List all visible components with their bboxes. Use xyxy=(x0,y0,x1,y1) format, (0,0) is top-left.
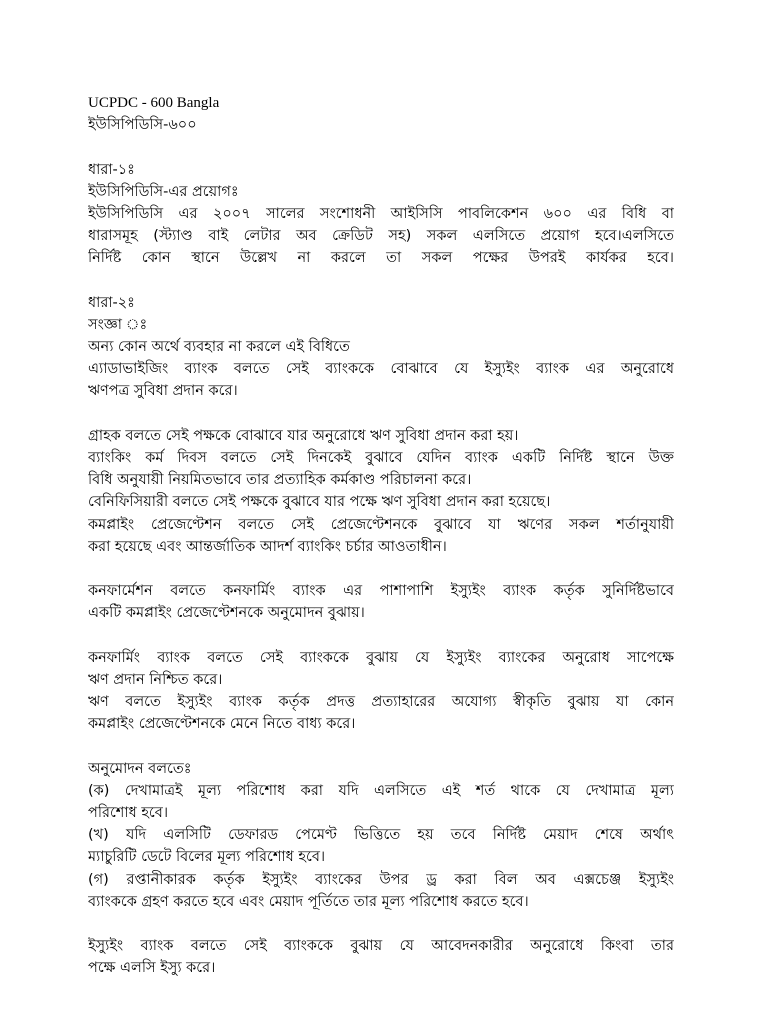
definition-block-1 xyxy=(88,425,674,558)
section-subheading: সংজ্ঞা ঃ xyxy=(88,316,148,333)
paragraph-line: ইউসিপিডিসি এর ২০০৭ সালের সংশোধনী আইসিসি পাবলিকেশন ৬০০ এর বিধি বা xyxy=(88,205,674,222)
definition-line: ঋণ বলতে ইস্যুইং ব্যাংক কর্তৃক প্রদত্ত প্রত্যাহারের অযোগ্য স্বীকৃতি বুঝায় যা কোন xyxy=(88,694,674,711)
definition-block-5 xyxy=(88,935,674,979)
spacer xyxy=(88,558,674,580)
section-heading: ধারা-২ঃ xyxy=(88,294,135,311)
definition-line: কনফার্মেশন বলতে কনফার্মিং ব্যাংক এর পাশাপাশি ইস্যুইং ব্যাংক কর্তৃক সুনির্দিষ্টভাবে xyxy=(88,583,674,600)
document-page xyxy=(88,92,674,980)
paragraph-line: নির্দিষ্ট কোন স্থানে উল্লেখ না করলে তা সকল পক্ষের উপরই কার্যকর হবে। xyxy=(88,250,674,267)
section-2 xyxy=(88,292,674,403)
spacer xyxy=(88,735,674,757)
spacer xyxy=(88,136,674,158)
definition-line: গ্রাহক বলতে সেই পক্ষকে বোঝাবে যার অনুরোধে ঋণ সুবিধা প্রদান করা হয়। xyxy=(88,427,519,444)
definition-line: (গ) রপ্তানীকারক কর্তৃক ইস্যুইং ব্যাংকের উপর ড্র করা বিল অব এক্সচেঞ্জ ইস্যুইং xyxy=(88,871,674,888)
section-1 xyxy=(88,159,674,270)
definition-line: ব্যাংককে গ্রহণ করতে হবে এবং মেয়াদ পূর্তিতে তার মূল্য পরিশোধ করতে হবে। xyxy=(88,893,529,910)
definition-block-3 xyxy=(88,647,674,736)
definition-line: একটি কমপ্লাইং প্রেজেণ্টেশনকে অনুমোদন বুঝায়। xyxy=(88,605,365,622)
definition-line: (ক) দেখামাত্রই মূল্য পরিশোধ করা যদি এলসিতে এই শর্ত থাকে যে দেখামাত্র মূল্য xyxy=(88,782,674,799)
definition-line: ম্যাচুরিটি ডেটে বিলের মূল্য পরিশোধ হবে। xyxy=(88,849,326,866)
definition-line: বিধি অনুযায়ী নিয়মিতভাবে তার প্রত্যাহিক কর্মকাণ্ড পরিচালনা করে। xyxy=(88,472,472,489)
definition-line: কমপ্লাইং প্রেজেণ্টেশন বলতে সেই প্রেজেণ্টেশনকে বুঝাবে যা ঋণের সকল শর্তানুযায়ী xyxy=(88,516,674,533)
definition-line: কনফার্মিং ব্যাংক বলতে সেই ব্যাংককে বুঝায় যে ইস্যুইং ব্যাংকের অনুরোধ সাপেক্ষে xyxy=(88,649,674,666)
definition-line: করা হয়েছে এবং আন্তর্জাতিক আদর্শ ব্যাংকিং চর্চার আওতাধীন। xyxy=(88,538,447,555)
definition-line: কমপ্লাইং প্রেজেণ্টেশনকে মেনে নিতে বাধ্য করে। xyxy=(88,716,356,733)
definition-block-4 xyxy=(88,758,674,913)
paragraph-line: অন্য কোন অর্থে ব্যবহার না করলে এই বিধিতে xyxy=(88,339,350,356)
definition-line: ঋণ প্রদান নিশ্চিত করে। xyxy=(88,671,223,688)
spacer xyxy=(88,913,674,935)
spacer xyxy=(88,270,674,292)
definition-line: অনুমোদন বলতেঃ xyxy=(88,760,192,777)
definition-line: পক্ষে এলসি ইস্যু করে। xyxy=(88,960,216,977)
definition-line: ব্যাংকিং কর্ম দিবস বলতে সেই দিনকেই বুঝাবে যেদিন ব্যাংক একটি নির্দিষ্ট স্থানে উক্ত xyxy=(88,450,674,466)
paragraph-line: ধারাসমূহ (স্ট্যাণ্ড বাই লেটার অব ক্রেডিট সহ) সকল এলসিতে প্রয়োগ হবে।এলসিতে xyxy=(88,228,674,245)
document-title-bangla: ইউসিপিডিসি-৬০০ xyxy=(88,117,197,134)
document-title-english: UCPDC - 600 Bangla xyxy=(88,95,220,111)
spacer xyxy=(88,625,674,647)
definition-line: (খ) যদি এলসিটি ডেফারড পেমেণ্ট ভিত্তিতে হয় তবে নির্দিষ্ট মেয়াদ শেষে অর্থাৎ xyxy=(88,827,674,844)
section-subheading: ইউসিপিডিসি-এর প্রয়োগঃ xyxy=(88,183,239,200)
definition-line: পরিশোধ হবে। xyxy=(88,805,169,821)
section-heading: ধারা-১ঃ xyxy=(88,161,135,178)
paragraph-line: ঋণপত্র সুবিধা প্রদান করে। xyxy=(88,383,238,400)
spacer xyxy=(88,403,674,425)
definition-line: বেনিফিসিয়ারী বলতে সেই পক্ষকে বুঝাবে যার পক্ষে ঋণ সুবিধা প্রদান করা হয়েছে। xyxy=(88,494,551,511)
definition-block-2 xyxy=(88,580,674,624)
definition-line: ইস্যুইং ব্যাংক বলতে সেই ব্যাংককে বুঝায় যে আবেদনকারীর অনুরোধে কিংবা তার xyxy=(88,938,674,955)
paragraph-line: এ্যাডাভাইজিং ব্যাংক বলতে সেই ব্যাংককে বোঝাবে যে ইস্যুইং ব্যাংক এর অনুরোধে xyxy=(88,361,674,378)
